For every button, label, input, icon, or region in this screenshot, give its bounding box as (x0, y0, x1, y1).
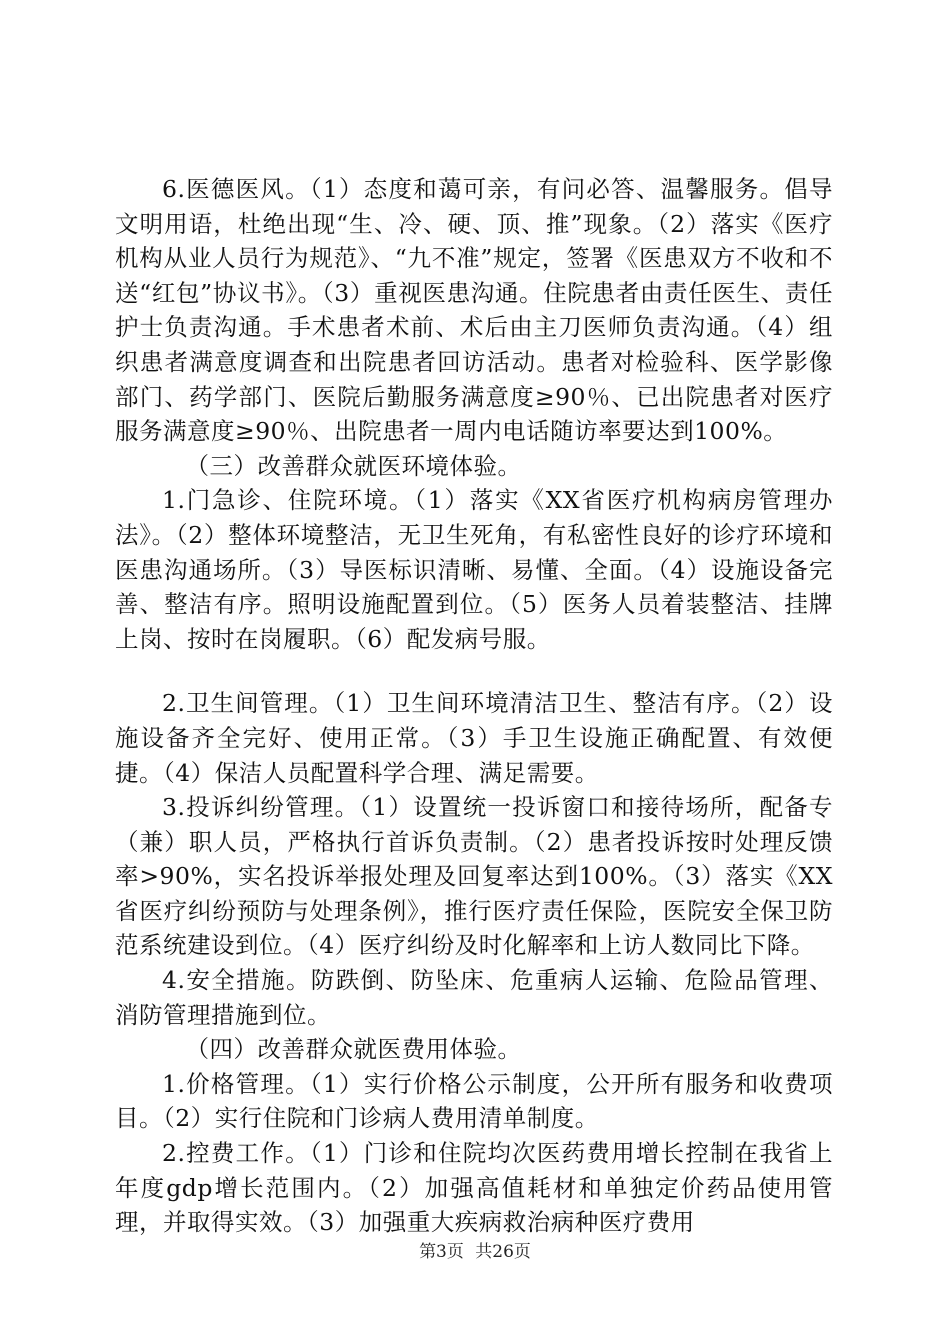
paragraph-restroom-management: 2.卫生间管理。（1）卫生间环境清洁卫生、整洁有序。（2）设施设备齐全完好、使用正常。（3）手卫生设施正确配置、有效便捷。（4）保洁人员配置科学合理、满足需要。 (115, 689, 833, 787)
document-body (115, 172, 833, 1240)
paragraph-medical-ethics: 6.医德医风。（1）态度和蔼可亲，有问必答、温馨服务。倡导文明用语，杜绝出现“生、冷、硬、顶、推”现象。（2）落实《医疗机构从业人员行为规范》、“九不准”规定，签署《医患双方不收和不送“红包”协议书》。（3）重视医患沟通。住院患者由责任医生、责任护士负责沟通。手术患者术前、术后由主刀医师负责沟通。（4）组织患者满意度调查和出院患者回访活动。患者对检验科、医学影像部门、药学部门、医院后勤服务满意度≥90％、已出院患者对医疗服务满意度≥90％、出院患者一周内电话随访率要达到100%。 (115, 175, 833, 446)
paragraph-safety-measures: 4.安全措施。防跌倒、防坠床、危重病人运输、危险品管理、消防管理措施到位。 (115, 966, 833, 1029)
paragraph-complaint-management: 3.投诉纠纷管理。（1）设置统一投诉窗口和接待场所，配备专（兼）职人员，严格执行首诉负责制。（2）患者投诉按时处理反馈率>90%，实名投诉举报处理及回复率达到100%。（3）落实《XX省医疗纠纷预防与处理条例》，推行医疗责任保险，医院安全保卫防范系统建设到位。（4）医疗纠纷及时化解率和上访人数同比下降。 (115, 793, 833, 960)
section-heading-fees: （四）改善群众就医费用体验。 (185, 1035, 522, 1064)
section-heading-environment: （三）改善群众就医环境体验。 (185, 451, 522, 480)
paragraph-cost-control: 2.控费工作。（1）门诊和住院均次医药费用增长控制在我省上年度gdp增长范围内。（2）加强高值耗材和单独定价药品使用管理，并取得实效。（3）加强重大疾病救治病种医疗费用 (115, 1139, 833, 1237)
page-number: 第3页 (419, 1242, 464, 1262)
page-footer (0, 1237, 950, 1262)
paragraph-outpatient-environment: 1.门急诊、住院环境。（1）落实《XX省医疗机构病房管理办法》。（2）整体环境整洁，无卫生死角，有私密性良好的诊疗环境和医患沟通场所。（3）导医标识清晰、易懂、全面。（4）设施设备完善、整洁有序。照明设施配置到位。（5）医务人员着装整洁、挂牌上岗、按时在岗履职。（6）配发病号服。 (115, 486, 833, 653)
page-total: 共26页 (475, 1242, 531, 1262)
paragraph-price-management: 1.价格管理。（1）实行价格公示制度，公开所有服务和收费项目。（2）实行住院和门诊病人费用清单制度。 (115, 1069, 833, 1133)
